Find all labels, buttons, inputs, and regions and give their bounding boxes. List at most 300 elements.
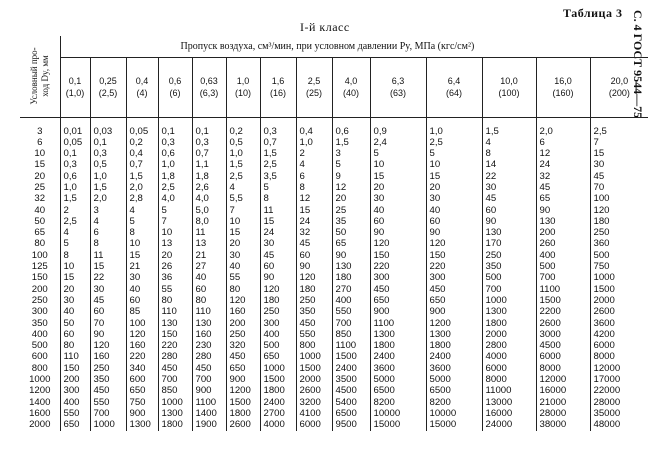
leakage-value-cell: 120 [593, 204, 610, 216]
leakage-value-cell: 280 [158, 351, 192, 362]
pressure-header-0: 0,1 (1,0) [60, 57, 90, 117]
leakage-value-cell: 1800 [158, 419, 192, 430]
leakage-value-cell: 1100 [192, 397, 226, 408]
leakage-value-cell: 0,7 [192, 148, 226, 159]
leakage-value-cell: 24000 [482, 419, 536, 430]
leakage-value-cell: 0,2 [126, 137, 158, 148]
leakage-value-cell: 180 [593, 215, 610, 227]
leakage-value-cell: 7 [158, 216, 192, 227]
leakage-value-cell: 2,5 [260, 159, 296, 170]
leakage-value-cell: 900 [370, 306, 426, 317]
leakage-value-cell: 900 [426, 306, 482, 317]
leakage-value-cell: 10 [226, 216, 260, 227]
leakage-value-cell: 35 [332, 216, 370, 227]
nominal-diameter-cell: 6 [20, 137, 60, 148]
leakage-value-cell: 15 [296, 205, 332, 216]
leakage-value-cell: 90 [90, 329, 126, 340]
leakage-value-cell: 900 [226, 374, 260, 385]
table-row [20, 284, 648, 295]
leakage-value-cell: 65 [332, 238, 370, 249]
leakage-value-cell: 250 [90, 363, 126, 374]
leakage-value-cell: 1,0 [60, 182, 90, 193]
leakage-value-cell: 2,5 [593, 125, 607, 137]
leakage-value-cell: 21 [192, 250, 226, 261]
leakage-value-cell: 80 [158, 295, 192, 306]
leakage-value-cell: 650 [426, 295, 482, 306]
table-row [20, 171, 648, 182]
leakage-value-cell: 220 [158, 340, 192, 351]
air-leakage-group-header: Пропуск воздуха, см³/мин, при условном давлении Py, МПа (кгс/см²) [60, 36, 648, 57]
leakage-value-cell: 2,5 [226, 171, 260, 182]
leakage-value-cell: 1,5 [60, 193, 90, 204]
leakage-value-cell: 450 [296, 318, 332, 329]
leakage-value-cell: 15 [260, 216, 296, 227]
leakage-value-cell: 4 [226, 182, 260, 193]
leakage-value-cell: 45 [536, 182, 590, 193]
pressure-header-1: 0,25 (2,5) [90, 57, 126, 117]
leakage-value-cell: 130 [482, 227, 536, 238]
leakage-value-cell: 220 [426, 261, 482, 272]
leakage-value-cell: 220 [370, 261, 426, 272]
leakage-value-cell: 13 [158, 238, 192, 249]
leakage-value-cell: 200 [536, 227, 590, 238]
leakage-value-cell: 100 [593, 193, 610, 205]
leakage-value-cell: 300 [60, 385, 90, 396]
leakage-value-cell: 70 [593, 181, 605, 193]
leakage-value-cell: 1500 [260, 374, 296, 385]
leakage-value-cell: 40 [226, 261, 260, 272]
leakage-value-cell: 15 [226, 227, 260, 238]
leakage-value-cell: 5 [60, 238, 90, 249]
leakage-value-cell: 3,5 [260, 171, 296, 182]
leakage-value-cell: 8,0 [192, 216, 226, 227]
leakage-value-cell: 2000 [593, 294, 615, 306]
leakage-value-cell: 8 [60, 250, 90, 261]
leakage-value-cell: 6 [536, 137, 590, 148]
leakage-value-cell: 130 [158, 318, 192, 329]
leakage-value-cell: 160 [90, 351, 126, 362]
leakage-value-cell: 110 [192, 306, 226, 317]
leakage-value-cell: 2600 [226, 419, 260, 430]
leakage-value-cell: 1300 [482, 306, 536, 317]
leakage-value-cell: 550 [90, 397, 126, 408]
leakage-value-cell: 0,5 [226, 137, 260, 148]
leakage-value-cell: 2600 [593, 306, 615, 318]
leakage-value-cell: 3600 [593, 317, 615, 329]
leakage-value-cell: 5 [260, 182, 296, 193]
leakage-value-cell: 4000 [260, 419, 296, 430]
leakage-value-cell: 400 [536, 250, 590, 261]
leakage-value-cell: 130 [192, 318, 226, 329]
leakage-value-cell: 7 [593, 136, 599, 148]
leakage-value-cell: 900 [126, 408, 158, 419]
leakage-value-cell: 30 [60, 295, 90, 306]
leakage-value-cell: 500 [482, 272, 536, 283]
pressure-header-6: 1,6 (16) [260, 57, 296, 117]
table-row [20, 385, 648, 396]
leakage-value-cell: 6000 [536, 351, 590, 362]
leakage-value-cell: 28000 [536, 408, 590, 419]
nominal-diameter-cell: 300 [20, 306, 60, 317]
leakage-value-cell: 30 [482, 182, 536, 193]
leakage-value-cell: 200 [226, 318, 260, 329]
leakage-value-cell: 1000 [593, 272, 615, 284]
leakage-value-cell: 650 [260, 351, 296, 362]
nominal-diameter-cell: 40 [20, 205, 60, 216]
nominal-diameter-cell: 150 [20, 272, 60, 283]
leakage-value-cell: 6500 [426, 385, 482, 396]
leakage-value-cell: 2700 [260, 408, 296, 419]
leakage-value-cell: 0,1 [158, 117, 192, 137]
leakage-value-cell: 80 [60, 340, 90, 351]
leakage-value-cell: 90 [536, 205, 590, 216]
leakage-value-cell: 15 [126, 250, 158, 261]
leakage-value-cell: 15 [90, 261, 126, 272]
leakage-value-cell: 3000 [536, 329, 590, 340]
leakage-value-cell: 10000 [426, 408, 482, 419]
leakage-value-cell: 1000 [260, 363, 296, 374]
leakage-value-cell: 50 [60, 318, 90, 329]
leakage-value-cell: 1800 [426, 340, 482, 351]
table-row [20, 117, 648, 137]
pressure-header-13: 20,0 (200) [590, 57, 648, 117]
leakage-value-cell: 10 [158, 227, 192, 238]
leakage-value-cell: 60 [426, 216, 482, 227]
leakage-value-cell: 800 [296, 340, 332, 351]
leakage-value-cell: 1500 [296, 363, 332, 374]
leakage-value-cell: 20 [370, 182, 426, 193]
leakage-value-cell: 0,2 [226, 117, 260, 137]
leakage-value-cell: 21000 [536, 397, 590, 408]
leakage-value-cell: 1,8 [158, 171, 192, 182]
table-row [20, 272, 648, 283]
leakage-value-cell: 4500 [536, 340, 590, 351]
leakage-value-cell: 2600 [296, 385, 332, 396]
leakage-value-cell: 30 [370, 193, 426, 204]
leakage-value-cell: 2400 [426, 351, 482, 362]
leakage-value-cell: 22 [90, 272, 126, 283]
leakage-value-cell: 40 [126, 284, 158, 295]
leakage-value-cell: 1300 [370, 329, 426, 340]
leakage-value-cell: 500 [593, 249, 610, 261]
leakage-value-cell: 7 [226, 205, 260, 216]
leakage-value-cell: 2 [296, 148, 332, 159]
leakage-value-cell: 160 [126, 340, 158, 351]
leakage-value-cell: 700 [482, 284, 536, 295]
leakage-value-cell: 1,5 [226, 159, 260, 170]
leakage-value-cell: 2,0 [90, 193, 126, 204]
leakage-value-cell: 6500 [370, 385, 426, 396]
leakage-value-cell: 0,05 [126, 117, 158, 137]
leakage-value-cell: 170 [482, 238, 536, 249]
leakage-value-cell: 6500 [332, 408, 370, 419]
leakage-value-cell: 8000 [536, 363, 590, 374]
leakage-value-cell: 360 [593, 238, 610, 250]
leakage-value-cell: 40 [192, 272, 226, 283]
leakage-value-cell: 30 [226, 250, 260, 261]
leakage-value-cell: 5 [126, 216, 158, 227]
leakage-value-cell: 9500 [332, 419, 370, 430]
leakage-value-cell: 30 [426, 193, 482, 204]
leakage-value-cell: 1400 [192, 408, 226, 419]
leakage-value-cell: 12 [332, 182, 370, 193]
leakage-value-cell: 10000 [370, 408, 426, 419]
leakage-value-cell: 1500 [536, 295, 590, 306]
leakage-value-cell: 1800 [260, 385, 296, 396]
leakage-value-cell: 48000 [593, 419, 621, 431]
leakage-value-cell: 450 [370, 284, 426, 295]
leakage-value-cell: 90 [426, 227, 482, 238]
leakage-value-cell: 36 [158, 272, 192, 283]
nominal-diameter-cell: 80 [20, 238, 60, 249]
leakage-value-cell: 12 [296, 193, 332, 204]
leakage-value-cell: 120 [426, 238, 482, 249]
leakage-value-cell: 3 [90, 205, 126, 216]
leakage-value-cell: 5 [332, 159, 370, 170]
leakage-value-cell: 55 [226, 272, 260, 283]
leakage-value-cell: 2400 [260, 397, 296, 408]
leakage-value-cell: 1200 [226, 385, 260, 396]
leakage-value-cell: 4 [126, 205, 158, 216]
leakage-value-cell: 0,6 [332, 117, 370, 137]
table-row [20, 329, 648, 340]
class-title: I-й класс [300, 20, 350, 34]
leakage-value-cell: 130 [332, 261, 370, 272]
leakage-value-cell: 2800 [482, 340, 536, 351]
pressure-header-2: 0,4 (4) [126, 57, 158, 117]
leakage-value-cell: 1200 [426, 318, 482, 329]
leakage-value-cell: 8 [296, 182, 332, 193]
leakage-value-cell: 0,1 [60, 148, 90, 159]
leakage-value-cell: 8000 [593, 351, 615, 363]
leakage-value-cell: 32 [296, 227, 332, 238]
table-row [20, 227, 648, 238]
leakage-value-cell: 4,0 [158, 193, 192, 204]
table-row [20, 193, 648, 204]
leakage-value-cell: 1,5 [332, 137, 370, 148]
leakage-value-cell: 3600 [426, 363, 482, 374]
table-row [20, 216, 648, 227]
leakage-value-cell: 450 [226, 351, 260, 362]
leakage-value-cell: 0,6 [158, 148, 192, 159]
leakage-value-cell: 55 [158, 284, 192, 295]
leakage-value-cell: 90 [296, 261, 332, 272]
leakage-value-cell: 4 [482, 137, 536, 148]
leakage-value-cell: 850 [158, 385, 192, 396]
leakage-value-cell: 0,3 [90, 148, 126, 159]
leakage-value-cell: 60 [90, 306, 126, 317]
leakage-value-cell: 500 [536, 261, 590, 272]
leakage-value-cell: 0,01 [60, 117, 90, 137]
leakage-value-cell: 650 [226, 363, 260, 374]
leakage-value-cell: 280 [192, 351, 226, 362]
leakage-value-cell: 15 [60, 272, 90, 283]
leakage-value-cell: 1,1 [192, 159, 226, 170]
leakage-value-cell: 2600 [536, 318, 590, 329]
leakage-value-cell: 40 [60, 306, 90, 317]
leakage-value-cell: 20 [60, 284, 90, 295]
leakage-value-cell: 90 [482, 216, 536, 227]
leakage-value-cell: 300 [370, 272, 426, 283]
table-row [20, 306, 648, 317]
leakage-value-cell: 120 [90, 340, 126, 351]
leakage-value-cell: 8200 [426, 397, 482, 408]
leakage-value-cell: 60 [260, 261, 296, 272]
table-row [20, 205, 648, 216]
leakage-table [20, 36, 648, 431]
leakage-value-cell: 10 [126, 238, 158, 249]
leakage-value-cell: 180 [260, 295, 296, 306]
leakage-value-cell: 2,8 [126, 193, 158, 204]
leakage-value-cell: 5,5 [226, 193, 260, 204]
leakage-value-cell: 2,5 [60, 216, 90, 227]
table-row [20, 351, 648, 362]
leakage-value-cell: 150 [426, 250, 482, 261]
leakage-value-cell: 700 [158, 374, 192, 385]
table-row [20, 250, 648, 261]
nominal-diameter-cell: 600 [20, 351, 60, 362]
leakage-value-cell: 550 [332, 306, 370, 317]
leakage-value-cell: 12000 [593, 362, 621, 374]
leakage-value-cell: 0,3 [60, 159, 90, 170]
leakage-value-cell: 350 [90, 374, 126, 385]
leakage-value-cell: 700 [536, 272, 590, 283]
leakage-value-cell: 24 [536, 159, 590, 170]
table-row [20, 397, 648, 408]
leakage-value-cell: 4500 [332, 385, 370, 396]
leakage-value-cell: 2000 [296, 374, 332, 385]
leakage-value-cell: 1,8 [192, 171, 226, 182]
leakage-value-cell: 8 [482, 148, 536, 159]
leakage-value-cell: 180 [332, 272, 370, 283]
leakage-value-cell: 30 [126, 272, 158, 283]
leakage-value-cell: 1500 [226, 397, 260, 408]
leakage-value-cell: 120 [296, 272, 332, 283]
leakage-value-cell: 650 [126, 385, 158, 396]
table-row [20, 261, 648, 272]
pressure-header-5: 1,0 (10) [226, 57, 260, 117]
leakage-value-cell: 650 [370, 295, 426, 306]
leakage-value-cell: 1300 [426, 329, 482, 340]
leakage-value-cell: 4 [296, 159, 332, 170]
leakage-value-cell: 450 [158, 363, 192, 374]
leakage-value-cell: 1,5 [126, 171, 158, 182]
leakage-value-cell: 10 [426, 159, 482, 170]
table-row [20, 318, 648, 329]
leakage-value-cell: 0,5 [90, 159, 126, 170]
leakage-value-cell: 0,1 [192, 117, 226, 137]
leakage-value-cell: 1100 [370, 318, 426, 329]
table-row [20, 295, 648, 306]
leakage-value-cell: 5000 [370, 374, 426, 385]
leakage-value-cell: 160 [226, 306, 260, 317]
leakage-value-cell: 250 [296, 295, 332, 306]
nominal-diameter-header: Условный про- ход Dy, мм [20, 36, 60, 117]
leakage-value-cell: 3 [332, 148, 370, 159]
leakage-value-cell: 350 [296, 306, 332, 317]
leakage-value-cell: 1,0 [226, 148, 260, 159]
nominal-diameter-cell: 400 [20, 329, 60, 340]
leakage-value-cell: 1,0 [426, 117, 482, 137]
leakage-value-cell: 150 [158, 329, 192, 340]
leakage-value-cell: 90 [260, 272, 296, 283]
leakage-value-cell: 11 [192, 227, 226, 238]
leakage-value-cell: 60 [126, 295, 158, 306]
nominal-diameter-cell: 250 [20, 295, 60, 306]
pressure-header-3: 0,6 (6) [158, 57, 192, 117]
leakage-value-cell: 6000 [296, 419, 332, 430]
leakage-value-cell: 5400 [332, 397, 370, 408]
leakage-value-cell: 60 [60, 329, 90, 340]
leakage-value-cell: 900 [192, 385, 226, 396]
leakage-value-cell: 700 [192, 374, 226, 385]
leakage-value-cell: 2,6 [192, 182, 226, 193]
leakage-value-cell: 450 [426, 284, 482, 295]
table-row [20, 148, 648, 159]
leakage-value-cell: 2,0 [126, 182, 158, 193]
leakage-value-cell: 22000 [593, 385, 621, 397]
nominal-diameter-cell: 350 [20, 318, 60, 329]
leakage-value-cell: 1500 [593, 283, 615, 295]
leakage-value-cell: 150 [370, 250, 426, 261]
leakage-value-cell: 120 [226, 295, 260, 306]
leakage-value-cell: 11 [90, 250, 126, 261]
leakage-value-cell: 220 [126, 351, 158, 362]
leakage-value-cell: 1100 [536, 284, 590, 295]
leakage-value-cell: 2,5 [158, 182, 192, 193]
leakage-value-cell: 5 [426, 148, 482, 159]
leakage-value-cell: 120 [370, 238, 426, 249]
leakage-value-cell: 1800 [226, 408, 260, 419]
nominal-diameter-cell: 800 [20, 363, 60, 374]
leakage-value-cell: 45 [90, 295, 126, 306]
leakage-value-cell: 5,0 [192, 205, 226, 216]
leakage-value-cell: 6 [296, 171, 332, 182]
leakage-value-cell: 45 [260, 250, 296, 261]
leakage-value-cell: 0,9 [370, 117, 426, 137]
leakage-value-cell: 10 [60, 261, 90, 272]
leakage-value-cell: 1900 [192, 419, 226, 430]
leakage-value-cell: 9 [332, 171, 370, 182]
nominal-diameter-cell: 200 [20, 284, 60, 295]
leakage-value-cell: 22 [482, 171, 536, 182]
leakage-value-cell: 8 [260, 193, 296, 204]
leakage-value-cell: 2000 [482, 329, 536, 340]
leakage-value-cell: 0,3 [260, 117, 296, 137]
pressure-header-8: 4,0 (40) [332, 57, 370, 117]
leakage-value-cell: 1300 [158, 408, 192, 419]
leakage-value-cell: 4,0 [192, 193, 226, 204]
table-row [20, 374, 648, 385]
leakage-value-cell: 600 [126, 374, 158, 385]
leakage-value-cell: 300 [260, 318, 296, 329]
leakage-value-cell: 500 [260, 340, 296, 351]
leakage-value-cell: 6 [90, 227, 126, 238]
leakage-value-cell: 0,3 [192, 137, 226, 148]
table-row [20, 419, 648, 430]
nominal-diameter-cell: 25 [20, 182, 60, 193]
leakage-value-cell: 6000 [482, 363, 536, 374]
leakage-value-cell: 230 [192, 340, 226, 351]
leakage-value-cell: 750 [126, 397, 158, 408]
leakage-value-cell: 700 [332, 318, 370, 329]
leakage-value-cell: 250 [482, 250, 536, 261]
leakage-value-cell: 40 [426, 205, 482, 216]
leakage-value-cell: 260 [536, 238, 590, 249]
table-row [20, 159, 648, 170]
leakage-value-cell: 15 [593, 148, 605, 160]
leakage-value-cell: 50 [332, 227, 370, 238]
